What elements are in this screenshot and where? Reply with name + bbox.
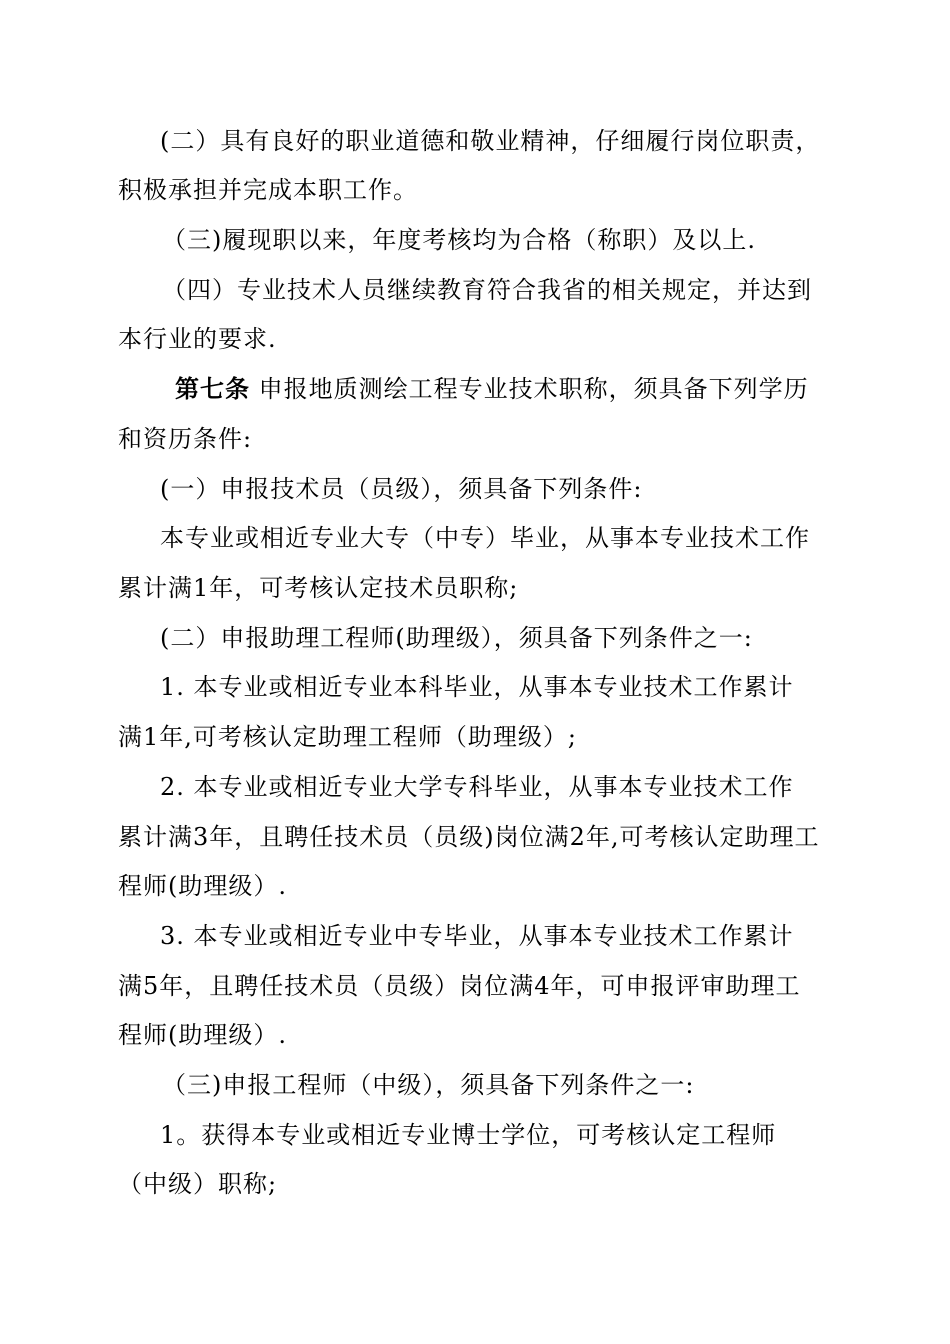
text-line: （三)申报工程师（中级），须具备下列条件之一: (162, 1071, 695, 1099)
text-line: 积极承担并完成本职工作。 (118, 176, 418, 204)
text-line: 累计满1年，可考核认定技术员职称; (118, 574, 519, 602)
text-line: 2. 本专业或相近专业大学专科毕业，从事本专业技术工作 (160, 773, 794, 801)
text-line: 累计满3年，且聘任技术员（员级)岗位满2年,可考核认定助理工 (118, 823, 820, 851)
text-line: (一）申报技术员（员级），须具备下列条件: (160, 475, 643, 503)
text-line: （中级）职称; (118, 1170, 278, 1198)
text-line: （三)履现职以来，年度考核均为合格（称职）及以上. (162, 226, 756, 254)
text-line: 程师(助理级）. (118, 872, 287, 900)
text-line: 本行业的要求. (118, 325, 277, 353)
article-heading-line (175, 374, 809, 404)
text-line: 本专业或相近专业大专（中专）毕业，从事本专业技术工作 (160, 524, 810, 552)
article-text: 申报地质测绘工程专业技术职称，须具备下列学历 (250, 375, 809, 403)
text-line: 1。获得本专业或相近专业博士学位，可考核认定工程师 (160, 1121, 777, 1149)
text-line: 满5年，且聘任技术员（员级）岗位满4年，可申报评审助理工 (118, 972, 801, 1000)
text-line: 3. 本专业或相近专业中专毕业，从事本专业技术工作累计 (160, 922, 794, 950)
text-line: 程师(助理级）. (118, 1021, 287, 1049)
text-line: (二）申报助理工程师(助理级），须具备下列条件之一: (160, 624, 753, 652)
text-line: 满1年,可考核认定助理工程师（助理级）; (118, 723, 577, 751)
text-line: 和资历条件: (118, 425, 253, 453)
text-line: （四）专业技术人员继续教育符合我省的相关规定，并达到 (162, 276, 812, 304)
article-number: 第七条 (175, 374, 250, 403)
text-line: 1. 本专业或相近专业本科毕业，从事本专业技术工作累计 (160, 673, 794, 701)
text-line: (二）具有良好的职业道德和敬业精神，仔细履行岗位职责， (160, 127, 821, 155)
